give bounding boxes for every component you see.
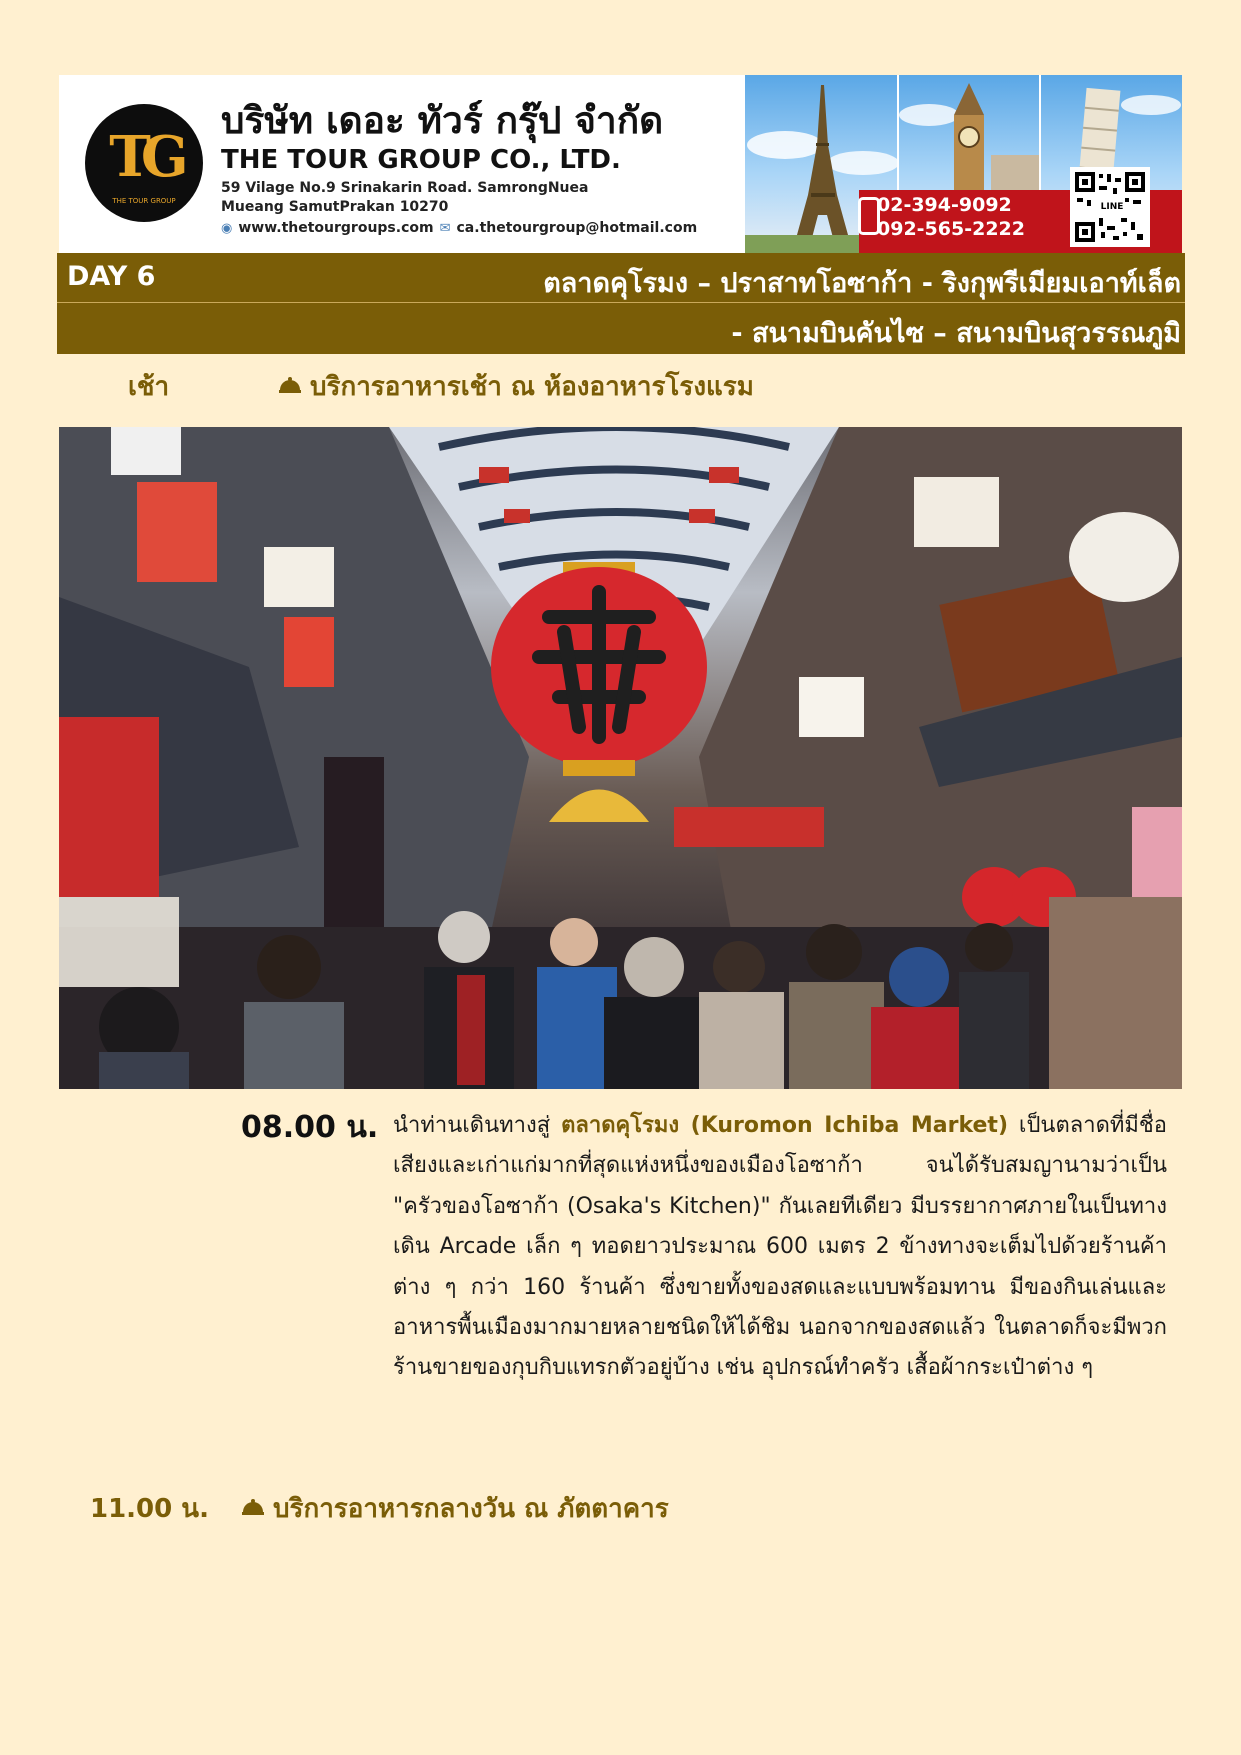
activity-text-body: เป็นตลาดที่มีชื่อเสียงและเก่าแก่มากที่สุดแห่งหนึ่งของเมืองโอซาก้า จนได้รับสมญานามว่าเป็น "ครัวของโอซาก้า (Osaka's Kitchen)" กันเลยทีเดียว มีบรรยากาศภายในเป็นทางเดิน Arcade เล็ก ๆ ทอดยาวประมาณ 600 เมตร 2 ข้างทางจะเต็มไปด้วยร้านค้าต่าง ๆ กว่า 160 ร้านค้า ซึ่งขายทั้งของสดและแบบพร้อมทาน มีของกินเล่นและอาหารพื้นเมืองมากมายหลายชนิดให้ได้ชิม นอกจากของสดแล้ว ในตลาดก็จะมีพวกร้านขายของกุบกิบแทรกตัวอยู่บ้าง เช่น อุปกรณ์ทำครัว เสื้อผ้ากระเป๋าต่าง ๆ xyxy=(393,1113,1168,1381)
address-line-1: 59 Vilage No.9 Srinakarin Road. SamrongNuea xyxy=(221,180,589,196)
contact-line xyxy=(221,220,697,236)
phone-numbers xyxy=(877,193,1025,241)
company-name-english: THE TOUR GROUP CO., LTD. xyxy=(221,145,621,175)
kuromon-market-photo xyxy=(59,427,1182,1089)
breakfast-text: บริการอาหารเช้า ณ ห้องอาหารโรงแรม xyxy=(310,372,754,402)
day-number: DAY 6 xyxy=(67,261,156,292)
dish-icon xyxy=(278,372,302,402)
activity-description xyxy=(393,1106,1167,1389)
logo-monogram: TG xyxy=(109,124,179,190)
company-header xyxy=(59,75,1182,253)
logo-subtext: THE TOUR GROUP xyxy=(112,197,176,205)
day-route-line-2: - สนามบินคันไซ – สนามบินสุวรรณภูมิ xyxy=(731,318,1181,349)
landmark-photos xyxy=(745,75,1182,253)
dish-icon xyxy=(241,1494,265,1524)
day-header-bar xyxy=(57,253,1185,354)
qr-line-label: LINE xyxy=(1100,202,1124,212)
phone-number-2[interactable]: 092-565-2222 xyxy=(877,218,1025,240)
activity-time: 08.00 น. xyxy=(241,1110,379,1145)
website-link[interactable]: www.thetourgroups.com xyxy=(238,220,434,236)
lunch-row xyxy=(241,1488,669,1529)
breakfast-row xyxy=(278,366,754,407)
activity-text-intro: นำท่านเดินทางสู่ xyxy=(393,1113,562,1138)
company-logo xyxy=(85,104,203,222)
globe-icon: ◉ xyxy=(221,220,233,236)
lunch-text: บริการอาหารกลางวัน ณ ภัตตาคาร xyxy=(273,1494,669,1524)
breakfast-time: เช้า xyxy=(128,372,170,402)
lunch-time: 11.00 น. xyxy=(90,1494,209,1524)
phone-number-1[interactable]: 02-394-9092 xyxy=(877,194,1012,216)
mail-icon: ✉ xyxy=(439,220,451,236)
address-line-2: Mueang SamutPrakan 10270 xyxy=(221,199,449,215)
line-qr-code[interactable] xyxy=(1070,167,1150,247)
day-route-line-1: ตลาดคุโรมง – ปราสาทโอซาก้า - ริงกุพรีเมียมเอาท์เล็ต xyxy=(543,268,1181,299)
company-name-thai: บริษัท เดอะ ทัวร์ กรุ๊ป จำกัด xyxy=(221,99,664,142)
kuromon-market-highlight: ตลาดคุโรมง (Kuromon Ichiba Market) xyxy=(561,1113,1009,1138)
email-link[interactable]: ca.thetourgroup@hotmail.com xyxy=(456,220,698,236)
